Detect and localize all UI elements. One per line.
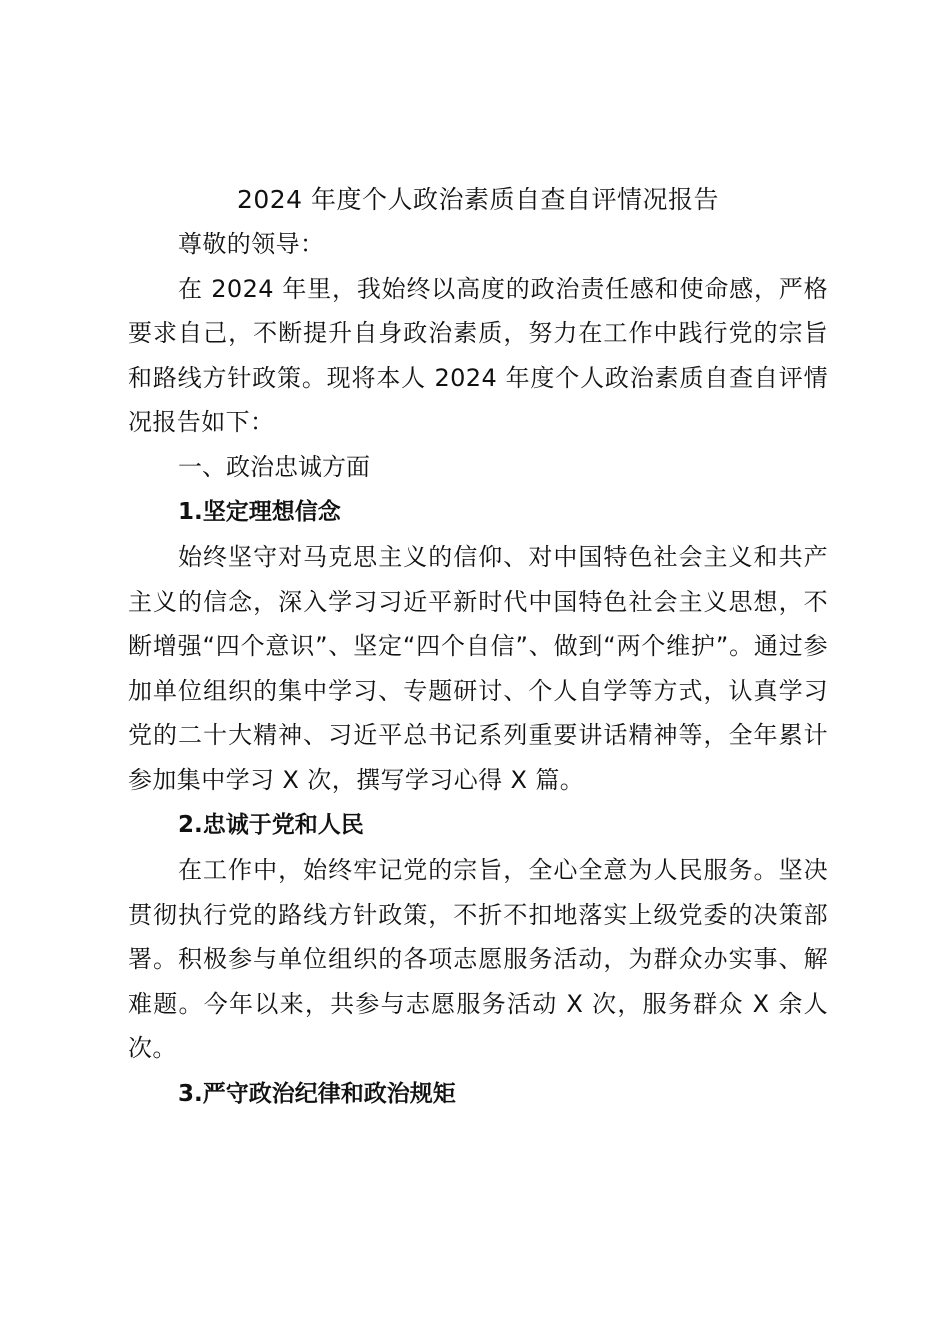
subsection-body-2: 在工作中，始终牢记党的宗旨，全心全意为人民服务。坚决贯彻执行党的路线方针政策，不折不扣地落实上级党委的决策部署。积极参与单位组织的各项志愿服务活动，为群众办实事、解难题。今年以来，共参与志愿服务活动 X 次，服务群众 X 余人次。	[128, 856, 828, 1062]
intro-paragraph: 在 2024 年里，我始终以高度的政治责任感和使命感，严格要求自己，不断提升自身政治素质，努力在工作中践行党的宗旨和路线方针政策。现将本人 2024 年度个人政治素质自查自评情况报告如下：	[128, 274, 828, 436]
section-heading: 一、政治忠诚方面	[178, 452, 370, 481]
document-body	[128, 178, 828, 1117]
subsection-heading-2: 2.忠诚于党和人民	[178, 812, 364, 838]
document-title: 2024 年度个人政治素质自查自评情况报告	[236, 185, 720, 214]
subsection-heading-3: 3.严守政治纪律和政治规矩	[178, 1080, 456, 1107]
subsection-heading-1: 1.坚定理想信念	[178, 499, 341, 525]
salutation: 尊敬的领导：	[178, 230, 325, 258]
subsection-body-1: 始终坚守对马克思主义的信仰、对中国特色社会主义和共产主义的信念，深入学习习近平新时代中国特色社会主义思想，不断增强“四个意识”、坚定“四个自信”、做到“两个维护”。通过参加单位组织的集中学习、专题研讨、个人自学等方式，认真学习党的二十大精神、习近平总书记系列重要讲话精神等，全年累计参加集中学习 X 次，撰写学习心得 X 篇。	[128, 543, 828, 794]
